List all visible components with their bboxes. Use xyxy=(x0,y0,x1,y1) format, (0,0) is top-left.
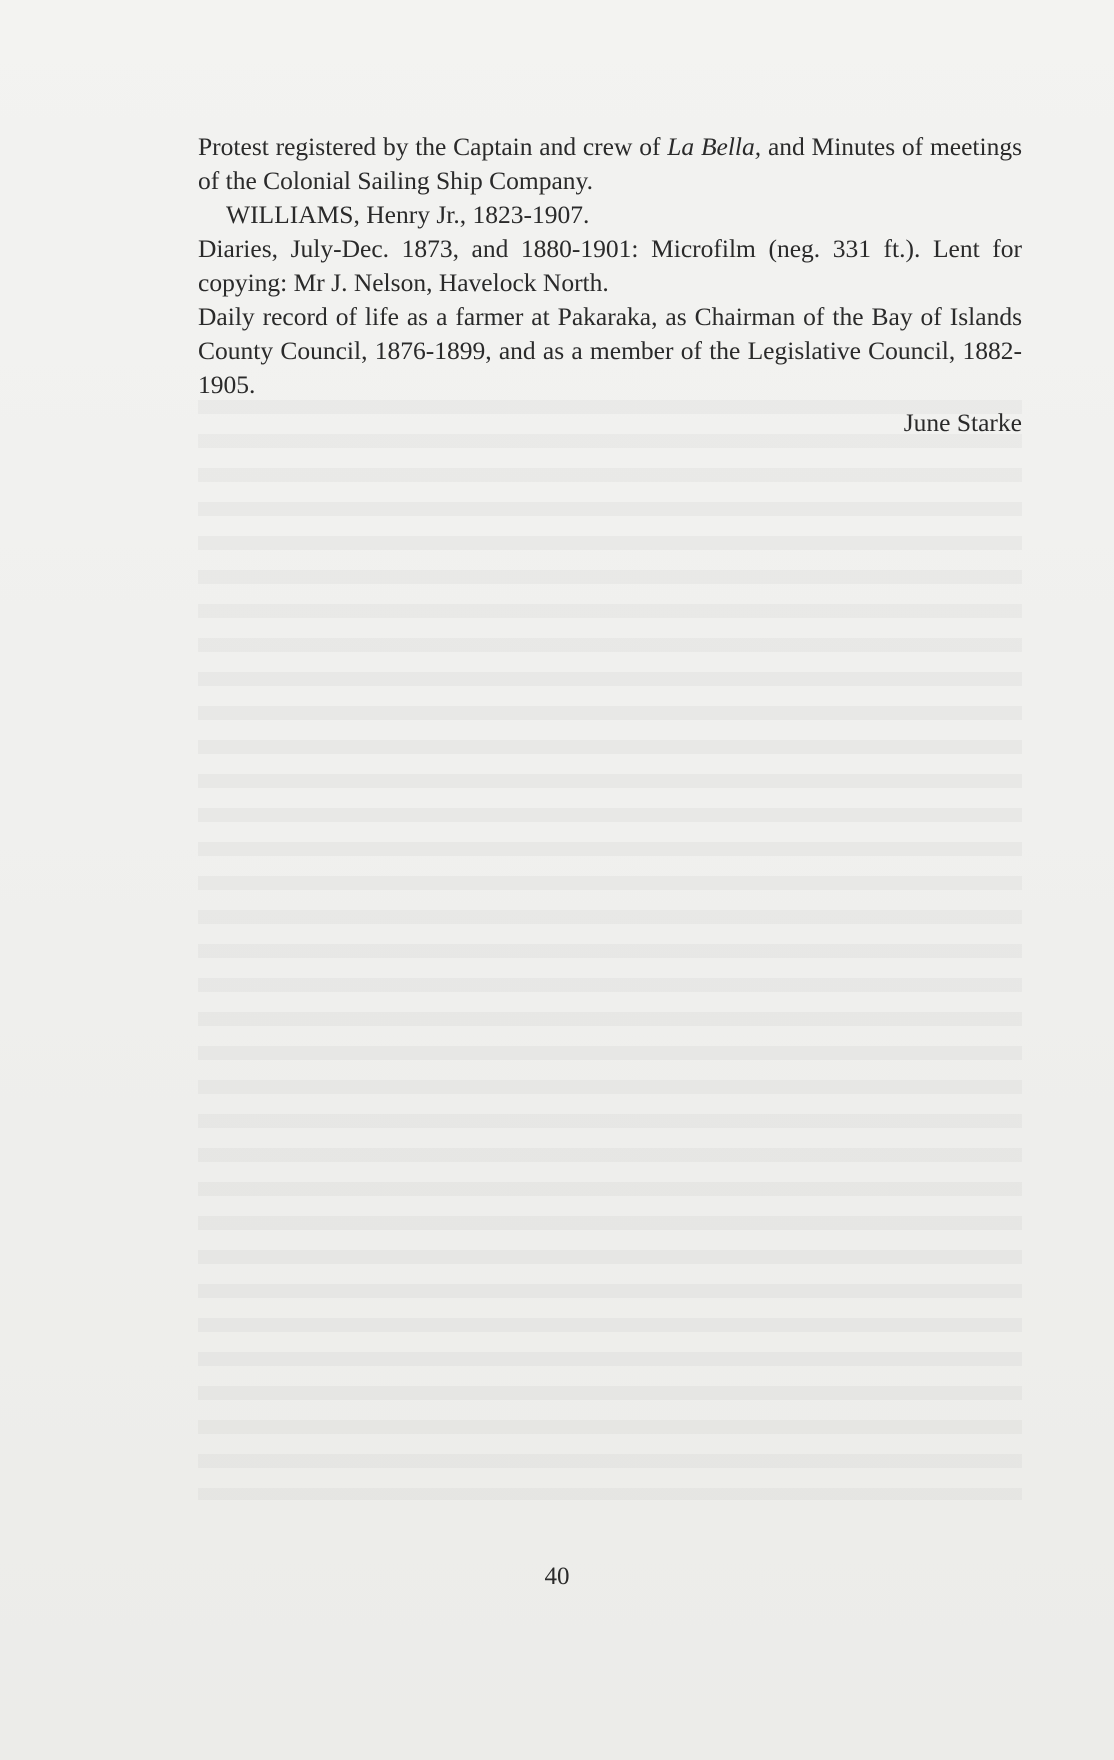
author-signature: June Starke xyxy=(903,408,1022,437)
continuation-text-end: and Minutes of meetings of the Colonial Sailing Ship Company. xyxy=(198,132,1023,195)
previous-entry-continuation xyxy=(198,130,1022,198)
document-body xyxy=(198,130,1022,440)
page-number: 40 xyxy=(544,1563,570,1590)
entry-description: Daily record of life as a farmer at Pakaraka, as Chairman of the Bay of Islands County Council, 1876-1899, and as a member of the Legislative Council, 1882-1905. xyxy=(198,302,1022,399)
entry-heading: WILLIAMS, Henry Jr., 1823-1907. xyxy=(226,200,590,229)
entry-holdings: Diaries, July-Dec. 1873, and 1880-1901: Microfilm (neg. 331 ft.). Lent for copying: Mr J. Nelson, Havelock North. xyxy=(198,234,1022,297)
ship-name: La Bella, xyxy=(667,132,762,161)
show-through-text xyxy=(198,400,1022,1500)
continuation-text-start: Protest registered by the Captain and crew of xyxy=(198,132,668,161)
